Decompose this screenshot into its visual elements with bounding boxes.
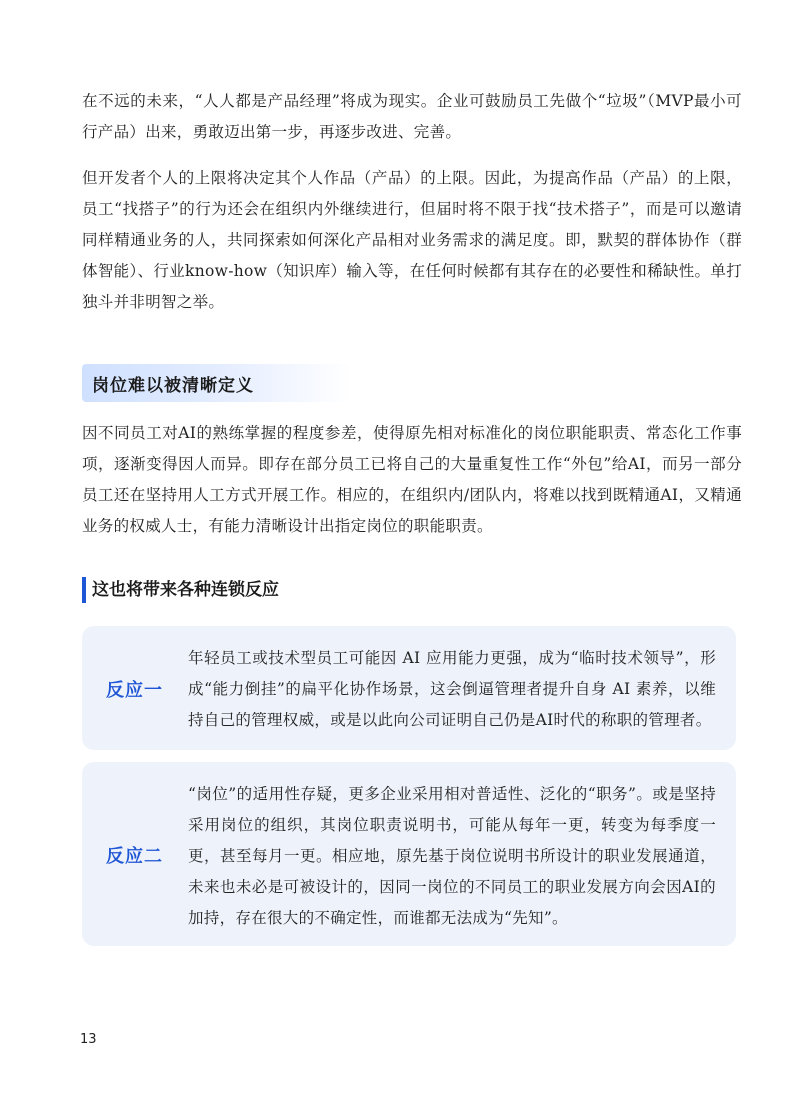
intro-paragraph: 在不远的未来，“人人都是产品经理”将成为现实。企业可鼓励员工先做个“垃圾”（MVP最小可行产品）出来，勇敢迈出第一步，再逐步改进、完善。 [82,92,742,141]
reaction-card-2-label: 反应二 [106,846,163,867]
reaction-card-1-text: 年轻员工或技术型员工可能因 AI 应用能力更强，成为“临时技术领导”，形成“能力倒挂”的扁平化协作场景，这会倒逼管理者提升自身 AI 素养，以维持自己的管理权威，或是以此向公司证明自己仍是AI时代的称职的管理者。 [188,649,716,729]
reaction-card-2 [82,762,736,946]
reaction-card-2-text: “岗位”的适用性存疑，更多企业采用相对普适性、泛化的“职务”。或是坚持采用岗位的组织，其岗位职责说明书，可能从每年一更，转变为每季度一更，甚至每月一更。相应地，原先基于岗位说明书所设计的职业发展通道，未来也未必是可被设计的，因同一岗位的不同员工的职业发展方向会因AI的加持，存在很大的不确定性，而谁都无法成为“先知”。 [188,785,716,927]
sub-title: 这也将带来各种连锁反应 [82,577,279,603]
role-definition-paragraph: 因不同员工对AI的熟练掌握的程度参差，使得原先相对标准化的岗位职能职责、常态化工作事项，逐渐变得因人而异。即存在部分员工已将自己的大量重复性工作“外包”给AI，而另一部分员工还在坚持用人工方式开展工作。相应的，在组织内/团队内，将难以找到既精通AI，又精通业务的权威人士，有能力清晰设计出指定岗位的职能职责。 [82,424,742,535]
reaction-card-1 [82,626,736,750]
developer-limit-paragraph: 但开发者个人的上限将决定其个人作品（产品）的上限。因此，为提高作品（产品）的上限，员工“找搭子”的行为还会在组织内外继续进行，但届时将不限于找“技术搭子”，而是可以邀请同样精通业务的人，共同探索如何深化产品相对业务需求的满足度。即，默契的群体协作（群体智能）、行业know-how（知识库）输入等，在任何时候都有其存在的必要性和稀缺性。单打独斗并非明智之举。 [82,169,742,311]
page-number: 13 [80,1032,97,1047]
section-title-banner [82,364,352,402]
section-title: 岗位难以被清晰定义 [92,376,254,396]
reaction-card-1-label: 反应一 [106,680,163,701]
